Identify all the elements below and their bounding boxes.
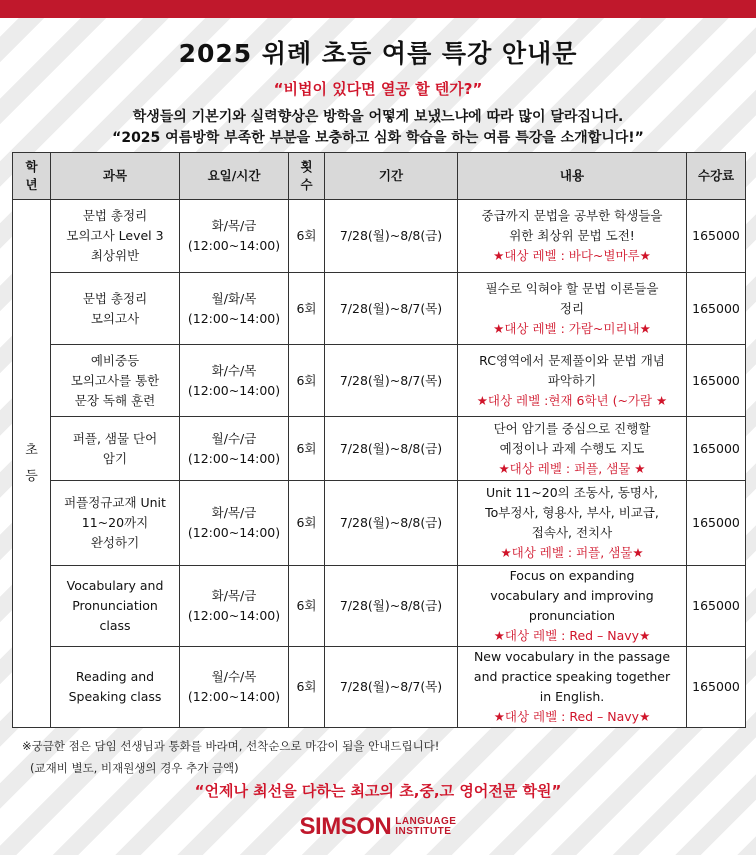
course-cell: 퍼플, 샘물 단어 암기 — [51, 417, 180, 481]
count-cell: 6회 — [289, 647, 325, 728]
count-cell: 6회 — [289, 273, 325, 345]
fee-cell: 165000 — [687, 566, 746, 647]
table-row — [13, 200, 746, 273]
table-row — [13, 481, 746, 566]
content-cell: New vocabulary in the passage and practice speaking together in English. ★대상 레벨 : Red – Navy★ — [458, 647, 687, 728]
schedule-cell: 월/화/목 (12:00~14:00) — [180, 273, 289, 345]
table-row — [13, 273, 746, 345]
header-course: 과목 — [51, 153, 180, 200]
count-cell: 6회 — [289, 200, 325, 273]
target-level: ★대상 레벨 : 가람~미리내★ — [493, 320, 651, 336]
fee-cell: 165000 — [687, 200, 746, 273]
top-red-bar — [0, 0, 756, 18]
course-cell: Reading and Speaking class — [51, 647, 180, 728]
schedule-cell: 월/수/금 (12:00~14:00) — [180, 417, 289, 481]
header-fee: 수강료 — [687, 153, 746, 200]
fee-cell: 165000 — [687, 273, 746, 345]
count-cell: 6회 — [289, 417, 325, 481]
header-content: 내용 — [458, 153, 687, 200]
target-level: ★대상 레벨 : Red – Navy★ — [493, 628, 651, 643]
content-cell: RC영역에서 문제풀이와 문법 개념 파악하기 ★대상 레벨 :현재 6학년 (~가람 ★ — [458, 345, 687, 417]
header-count: 횟 수 — [289, 153, 325, 200]
table-row — [13, 566, 746, 647]
course-cell: Vocabulary and Pronunciation class — [51, 566, 180, 647]
simson-logo — [0, 814, 756, 840]
header-level: 학 년 — [13, 153, 51, 200]
fee-cell: 165000 — [687, 481, 746, 566]
logo-subtitle: LANGUAGE INSTITUTE — [395, 816, 457, 837]
course-cell: 문법 총정리 모의고사 Level 3 최상위반 — [51, 200, 180, 273]
header-schedule: 요일/시간 — [180, 153, 289, 200]
closing-slogan: “언제나 최선을 다하는 최고의 초,중,고 영어전문 학원” — [194, 782, 562, 800]
table-row — [13, 345, 746, 417]
course-cell: 문법 총정리 모의고사 — [51, 273, 180, 345]
period-cell: 7/28(월)~8/7(목) — [325, 647, 458, 728]
count-cell: 6회 — [289, 481, 325, 566]
target-level: ★대상 레벨 : 퍼플, 샘물★ — [500, 545, 644, 560]
table-row — [13, 417, 746, 481]
count-cell: 6회 — [289, 345, 325, 417]
table-header-row — [13, 153, 746, 200]
course-cell: 예비중등 모의고사를 통한 문장 독해 훈련 — [51, 345, 180, 417]
content-cell: 단어 암기를 중심으로 진행할 예정이나 과제 수행도 지도 ★대상 레벨 : 퍼플, 샘물 ★ — [458, 417, 687, 481]
content-cell: Focus on expanding vocabulary and improving pronunciation ★대상 레벨 : Red – Navy★ — [458, 566, 687, 647]
logo-wordmark: SIMSON — [299, 813, 392, 840]
content-cell: 중급까지 문법을 공부한 학생들을 위한 최상위 문법 도전! ★대상 레벨 : 바다~별마루★ — [458, 200, 687, 273]
content-cell: Unit 11~20의 조동사, 동명사, To부정사, 형용사, 부사, 비교급, 접속사, 전치사 ★대상 레벨 : 퍼플, 샘물★ — [458, 481, 687, 566]
level-cell: 초 등 — [13, 200, 51, 728]
slogan: “비법이 있다면 열공 할 텐가?” — [273, 80, 483, 98]
note-fees: (교재비 별도, 비재원생의 경우 추가 금액) — [30, 761, 239, 775]
target-level: ★대상 레벨 : 바다~별마루★ — [493, 248, 651, 263]
schedule-cell: 화/목/금 (12:00~14:00) — [180, 200, 289, 273]
schedule-cell: 월/수/목 (12:00~14:00) — [180, 647, 289, 728]
fee-cell: 165000 — [687, 647, 746, 728]
target-level: ★대상 레벨 : 퍼플, 샘물 ★ — [498, 460, 646, 476]
intro-line-1: 학생들의 기본기와 실력향상은 방학을 어떻게 보냈느냐에 따라 많이 달라집니다. — [132, 109, 624, 125]
course-table — [12, 152, 746, 728]
target-level: ★대상 레벨 :현재 6학년 (~가람 ★ — [476, 392, 668, 408]
table-row — [13, 647, 746, 728]
fee-cell: 165000 — [687, 417, 746, 481]
period-cell: 7/28(월)~8/8(금) — [325, 481, 458, 566]
header-period: 기간 — [325, 153, 458, 200]
target-level: ★대상 레벨 : Red – Navy★ — [493, 709, 651, 724]
intro-line-2: “2025 여름방학 부족한 부분을 보충하고 심화 학습을 하는 여름 특강을 소개합니다!” — [112, 130, 644, 146]
schedule-cell: 화/목/금 (12:00~14:00) — [180, 566, 289, 647]
period-cell: 7/28(월)~8/8(금) — [325, 200, 458, 273]
schedule-cell: 화/목/금 (12:00~14:00) — [180, 481, 289, 566]
period-cell: 7/28(월)~8/7(목) — [325, 273, 458, 345]
period-cell: 7/28(월)~8/8(금) — [325, 417, 458, 481]
period-cell: 7/28(월)~8/8(금) — [325, 566, 458, 647]
schedule-cell: 화/수/목 (12:00~14:00) — [180, 345, 289, 417]
page-title: 2025 위례 초등 여름 특강 안내문 — [178, 39, 578, 68]
note-inquiry: ※궁금한 점은 담임 선생님과 통화를 바라며, 선착순으로 마감이 됨을 안내드립니다! — [22, 739, 440, 753]
fee-cell: 165000 — [687, 345, 746, 417]
count-cell: 6회 — [289, 566, 325, 647]
content-cell: 필수로 익혀야 할 문법 이론들을 정리 ★대상 레벨 : 가람~미리내★ — [458, 273, 687, 345]
course-cell: 퍼플정규교재 Unit 11~20까지 완성하기 — [51, 481, 180, 566]
period-cell: 7/28(월)~8/7(목) — [325, 345, 458, 417]
